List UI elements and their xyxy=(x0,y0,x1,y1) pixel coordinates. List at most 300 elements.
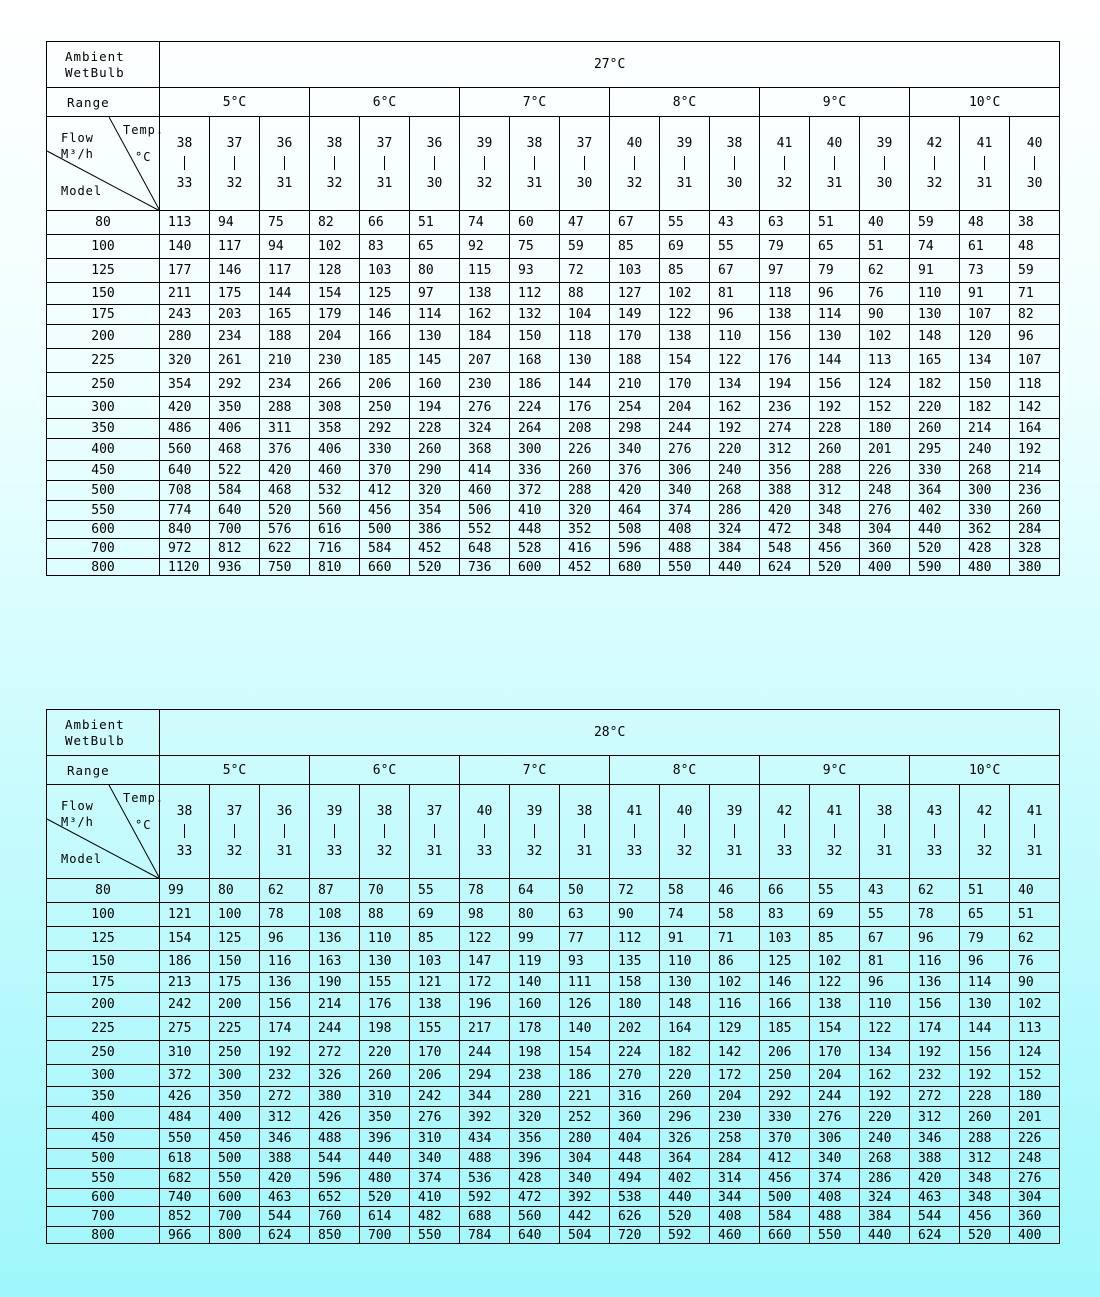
flow-value-cell: 362 xyxy=(960,521,1010,539)
inlet-temp: 38 xyxy=(376,803,393,819)
inlet-temp: 37 xyxy=(426,803,443,819)
flow-value-cell: 520 xyxy=(660,1207,710,1227)
flow-value-cell: 74 xyxy=(460,211,510,235)
flow-value-cell: 700 xyxy=(210,1207,260,1227)
flow-value-cell: 102 xyxy=(810,951,860,973)
flow-value-cell: 456 xyxy=(810,539,860,559)
flow-value-cell: 204 xyxy=(810,1065,860,1087)
flow-value-cell: 140 xyxy=(560,1017,610,1041)
flow-value-cell: 494 xyxy=(610,1169,660,1189)
flow-value-cell: 452 xyxy=(410,539,460,559)
flow-value-cell: 88 xyxy=(560,283,610,305)
flow-value-cell: 560 xyxy=(510,1207,560,1227)
flow-value-cell: 217 xyxy=(460,1017,510,1041)
flow-value-cell: 244 xyxy=(660,419,710,439)
flow-value-cell: 126 xyxy=(560,993,610,1017)
flow-value-cell: 210 xyxy=(610,373,660,397)
flow-value-cell: 560 xyxy=(310,501,360,521)
flow-value-cell: 396 xyxy=(360,1129,410,1149)
flow-value-cell: 314 xyxy=(710,1169,760,1189)
flow-value-cell: 206 xyxy=(410,1065,460,1087)
flow-value-cell: 43 xyxy=(860,879,910,903)
ambient-wetbulb-label xyxy=(47,42,160,88)
flow-value-cell: 358 xyxy=(310,419,360,439)
ambient-wetbulb-row xyxy=(47,42,1060,88)
flow-value-cell: 146 xyxy=(210,259,260,283)
flow-value-cell: 376 xyxy=(260,439,310,461)
flow-value-cell: 486 xyxy=(160,419,210,439)
flow-value-cell: 62 xyxy=(910,879,960,903)
flow-value-cell: 550 xyxy=(410,1227,460,1244)
flow-value-cell: 584 xyxy=(760,1207,810,1227)
temp-separator xyxy=(510,154,559,174)
table-row xyxy=(47,373,1060,397)
flow-value-cell: 374 xyxy=(810,1169,860,1189)
flow-value-cell: 456 xyxy=(760,1169,810,1189)
flow-value-cell: 614 xyxy=(360,1207,410,1227)
flow-value-cell: 198 xyxy=(360,1017,410,1041)
flow-value-cell: 51 xyxy=(860,235,910,259)
flow-value-cell: 180 xyxy=(610,993,660,1017)
flow-value-cell: 165 xyxy=(260,305,310,325)
flow-value-cell: 228 xyxy=(810,419,860,439)
flow-value-cell: 370 xyxy=(760,1129,810,1149)
flow-value-cell: 740 xyxy=(160,1189,210,1207)
flow-value-cell: 412 xyxy=(360,481,410,501)
flow-value-cell: 71 xyxy=(1010,283,1060,305)
inlet-temp: 37 xyxy=(576,135,593,151)
flow-value-cell: 164 xyxy=(1010,419,1060,439)
flow-value-cell: 65 xyxy=(410,235,460,259)
flow-value-cell: 138 xyxy=(660,325,710,349)
temp-separator xyxy=(760,822,809,842)
flow-value-cell: 138 xyxy=(410,993,460,1017)
flow-value-cell: 154 xyxy=(560,1041,610,1065)
flow-value-cell: 51 xyxy=(960,879,1010,903)
flow-value-cell: 214 xyxy=(960,419,1010,439)
flow-value-cell: 840 xyxy=(160,521,210,539)
flow-value-cell: 74 xyxy=(910,235,960,259)
flow-value-cell: 85 xyxy=(410,927,460,951)
flow-value-cell: 220 xyxy=(710,439,760,461)
flow-value-cell: 800 xyxy=(210,1227,260,1244)
flow-value-cell: 380 xyxy=(310,1087,360,1107)
flow-value-cell: 78 xyxy=(260,903,310,927)
range-row xyxy=(47,88,1060,117)
outlet-temp: 32 xyxy=(526,843,543,859)
flow-value-cell: 204 xyxy=(310,325,360,349)
flow-value-cell: 270 xyxy=(610,1065,660,1087)
flow-value-cell: 121 xyxy=(410,973,460,993)
flow-value-cell: 528 xyxy=(510,539,560,559)
flow-value-cell: 46 xyxy=(710,879,760,903)
flow-value-cell: 168 xyxy=(510,349,560,373)
temp-unit: °C xyxy=(135,150,152,164)
flow-value-cell: 112 xyxy=(510,283,560,305)
range-value: 8°C xyxy=(610,756,760,785)
table-row xyxy=(47,325,1060,349)
flow-value-cell: 463 xyxy=(910,1189,960,1207)
flow-value-cell: 55 xyxy=(810,879,860,903)
flow-value-cell: 346 xyxy=(260,1129,310,1149)
outlet-temp: 33 xyxy=(926,843,943,859)
flow-value-cell: 67 xyxy=(860,927,910,951)
flow-value-cell: 134 xyxy=(960,349,1010,373)
flow-value-cell: 236 xyxy=(760,397,810,419)
flow-value-cell: 480 xyxy=(960,559,1010,576)
flow-value-cell: 146 xyxy=(760,973,810,993)
flow-value-cell: 348 xyxy=(810,521,860,539)
model-cell: 125 xyxy=(47,259,160,283)
temp-pair-cell xyxy=(1010,117,1060,211)
model-cell: 500 xyxy=(47,1149,160,1169)
flow-value-cell: 344 xyxy=(710,1189,760,1207)
flow-value-cell: 128 xyxy=(310,259,360,283)
flow-value-cell: 276 xyxy=(1010,1169,1060,1189)
flow-value-cell: 201 xyxy=(1010,1107,1060,1129)
inlet-temp: 36 xyxy=(276,135,293,151)
flow-value-cell: 184 xyxy=(460,325,510,349)
flow-value-cell: 170 xyxy=(660,373,710,397)
flow-value-cell: 132 xyxy=(510,305,560,325)
flow-value-cell: 324 xyxy=(710,521,760,539)
inlet-temp: 39 xyxy=(526,803,543,819)
table-row xyxy=(47,211,1060,235)
flow-value-cell: 59 xyxy=(910,211,960,235)
flow-value-cell: 482 xyxy=(410,1207,460,1227)
flow-value-cell: 312 xyxy=(760,439,810,461)
inlet-temp: 41 xyxy=(1026,803,1043,819)
flow-value-cell: 113 xyxy=(160,211,210,235)
table-row xyxy=(47,481,1060,501)
flow-value-cell: 234 xyxy=(260,373,310,397)
flow-value-cell: 226 xyxy=(1010,1129,1060,1149)
flow-value-cell: 464 xyxy=(610,501,660,521)
temp-label: Temp. xyxy=(123,791,165,805)
flow-value-cell: 326 xyxy=(310,1065,360,1087)
flow-value-cell: 190 xyxy=(310,973,360,993)
flow-value-cell: 91 xyxy=(660,927,710,951)
flow-value-cell: 972 xyxy=(160,539,210,559)
model-cell: 450 xyxy=(47,1129,160,1149)
range-row xyxy=(47,756,1060,785)
flow-value-cell: 360 xyxy=(860,539,910,559)
range-value: 10°C xyxy=(910,88,1060,117)
flow-value-cell: 114 xyxy=(960,973,1010,993)
flow-value-cell: 194 xyxy=(410,397,460,419)
temp-separator xyxy=(660,154,709,174)
wetbulb-label: WetBulb xyxy=(65,732,125,748)
flow-value-cell: 224 xyxy=(510,397,560,419)
flow-value-cell: 260 xyxy=(810,439,860,461)
flow-value-cell: 76 xyxy=(1010,951,1060,973)
flow-value-cell: 114 xyxy=(410,305,460,325)
flow-value-cell: 392 xyxy=(460,1107,510,1129)
model-cell: 200 xyxy=(47,993,160,1017)
flow-value-cell: 624 xyxy=(760,559,810,576)
outlet-temp: 33 xyxy=(176,843,193,859)
flow-value-cell: 135 xyxy=(610,951,660,973)
flow-value-cell: 85 xyxy=(610,235,660,259)
flow-value-cell: 268 xyxy=(960,461,1010,481)
flow-value-cell: 234 xyxy=(210,325,260,349)
flow-value-cell: 406 xyxy=(310,439,360,461)
flow-value-cell: 162 xyxy=(460,305,510,325)
flow-value-cell: 700 xyxy=(360,1227,410,1244)
inlet-temp: 36 xyxy=(426,135,443,151)
flow-value-cell: 144 xyxy=(560,373,610,397)
temp-separator xyxy=(610,822,659,842)
inlet-temp: 38 xyxy=(876,803,893,819)
flow-value-cell: 472 xyxy=(510,1189,560,1207)
flow-value-cell: 69 xyxy=(660,235,710,259)
flow-value-cell: 174 xyxy=(260,1017,310,1041)
flow-value-cell: 211 xyxy=(160,283,210,305)
range-value: 6°C xyxy=(310,756,460,785)
flow-value-cell: 254 xyxy=(610,397,660,419)
outlet-temp: 32 xyxy=(826,843,843,859)
flow-value-cell: 460 xyxy=(310,461,360,481)
outlet-temp: 33 xyxy=(326,843,343,859)
model-label: Model xyxy=(61,852,103,866)
flow-value-cell: 201 xyxy=(860,439,910,461)
flow-value-cell: 136 xyxy=(310,927,360,951)
temp-separator xyxy=(260,154,309,174)
flow-value-cell: 130 xyxy=(810,325,860,349)
flow-value-cell: 118 xyxy=(1010,373,1060,397)
flow-value-cell: 154 xyxy=(310,283,360,305)
outlet-temp: 32 xyxy=(626,175,643,191)
model-cell: 100 xyxy=(47,903,160,927)
flow-value-cell: 166 xyxy=(360,325,410,349)
flow-value-cell: 400 xyxy=(210,1107,260,1129)
flow-value-cell: 58 xyxy=(710,903,760,927)
table-row xyxy=(47,1207,1060,1227)
flow-value-cell: 150 xyxy=(960,373,1010,397)
model-cell: 800 xyxy=(47,1227,160,1244)
flow-value-cell: 47 xyxy=(560,211,610,235)
temp-separator xyxy=(910,154,959,174)
range-value: 10°C xyxy=(910,756,1060,785)
temp-pair-cell xyxy=(460,117,510,211)
flow-value-cell: 440 xyxy=(660,1189,710,1207)
flow-value-cell: 220 xyxy=(860,1107,910,1129)
flow-value-cell: 110 xyxy=(860,993,910,1017)
temp-label: Temp. xyxy=(123,123,165,137)
range-value: 9°C xyxy=(760,756,910,785)
flow-value-cell: 544 xyxy=(310,1149,360,1169)
outlet-temp: 30 xyxy=(426,175,443,191)
table-row xyxy=(47,235,1060,259)
flow-value-cell: 116 xyxy=(260,951,310,973)
flow-value-cell: 442 xyxy=(560,1207,610,1227)
range-value: 7°C xyxy=(460,88,610,117)
flow-value-cell: 258 xyxy=(710,1129,760,1149)
flow-value-cell: 81 xyxy=(860,951,910,973)
flow-value-cell: 238 xyxy=(510,1065,560,1087)
flow-value-cell: 103 xyxy=(760,927,810,951)
flow-value-cell: 194 xyxy=(760,373,810,397)
inlet-temp: 37 xyxy=(226,803,243,819)
flow-value-cell: 504 xyxy=(560,1227,610,1244)
flow-value-cell: 192 xyxy=(960,1065,1010,1087)
flow-value-cell: 86 xyxy=(710,951,760,973)
flow-value-cell: 488 xyxy=(310,1129,360,1149)
flow-value-cell: 340 xyxy=(660,481,710,501)
flow-value-cell: 320 xyxy=(560,501,610,521)
flow-value-cell: 154 xyxy=(160,927,210,951)
flow-value-cell: 230 xyxy=(710,1107,760,1129)
flow-value-cell: 750 xyxy=(260,559,310,576)
flow-value-cell: 360 xyxy=(1010,1207,1060,1227)
flow-value-cell: 99 xyxy=(510,927,560,951)
flow-value-cell: 178 xyxy=(510,1017,560,1041)
flow-value-cell: 550 xyxy=(660,559,710,576)
flow-value-cell: 134 xyxy=(710,373,760,397)
flow-value-cell: 102 xyxy=(660,283,710,305)
flow-value-cell: 214 xyxy=(310,993,360,1017)
flow-value-cell: 320 xyxy=(410,481,460,501)
flow-value-cell: 538 xyxy=(610,1189,660,1207)
temp-separator xyxy=(1010,822,1059,842)
outlet-temp: 30 xyxy=(726,175,743,191)
flow-value-cell: 40 xyxy=(860,211,910,235)
flow-value-cell: 622 xyxy=(260,539,310,559)
flow-value-cell: 388 xyxy=(760,481,810,501)
flow-value-cell: 107 xyxy=(1010,349,1060,373)
model-cell: 600 xyxy=(47,1189,160,1207)
flow-value-cell: 85 xyxy=(660,259,710,283)
flow-value-cell: 648 xyxy=(460,539,510,559)
outlet-temp: 32 xyxy=(376,843,393,859)
flow-value-cell: 206 xyxy=(760,1041,810,1065)
flow-value-cell: 230 xyxy=(310,349,360,373)
table-row xyxy=(47,501,1060,521)
flow-value-cell: 688 xyxy=(460,1207,510,1227)
table-row xyxy=(47,539,1060,559)
flow-value-cell: 77 xyxy=(560,927,610,951)
flow-value-cell: 374 xyxy=(410,1169,460,1189)
flow-value-cell: 93 xyxy=(510,259,560,283)
outlet-temp: 33 xyxy=(176,175,193,191)
temp-pair-cell xyxy=(660,117,710,211)
flow-value-cell: 376 xyxy=(610,461,660,481)
flow-value-cell: 140 xyxy=(510,973,560,993)
temp-separator xyxy=(910,822,959,842)
inlet-temp: 38 xyxy=(526,135,543,151)
flow-value-cell: 59 xyxy=(1010,259,1060,283)
flow-value-cell: 330 xyxy=(760,1107,810,1129)
flow-value-cell: 626 xyxy=(610,1207,660,1227)
flow-value-cell: 304 xyxy=(560,1149,610,1169)
flow-value-cell: 150 xyxy=(510,325,560,349)
flow-value-cell: 163 xyxy=(310,951,360,973)
temp-pair-cell xyxy=(810,785,860,879)
flow-value-cell: 592 xyxy=(460,1189,510,1207)
table-row xyxy=(47,903,1060,927)
flow-value-cell: 288 xyxy=(960,1129,1010,1149)
temp-separator xyxy=(660,822,709,842)
flow-value-cell: 354 xyxy=(160,373,210,397)
flow-value-cell: 452 xyxy=(560,559,610,576)
flow-value-cell: 420 xyxy=(260,1169,310,1189)
flow-value-cell: 420 xyxy=(260,461,310,481)
flow-value-cell: 508 xyxy=(610,521,660,539)
range-value: 5°C xyxy=(160,756,310,785)
flow-value-cell: 372 xyxy=(160,1065,210,1087)
flow-value-cell: 85 xyxy=(810,927,860,951)
temp-separator xyxy=(560,822,609,842)
flow-label: Flow xyxy=(61,799,94,813)
flow-value-cell: 852 xyxy=(160,1207,210,1227)
flow-value-cell: 96 xyxy=(960,951,1010,973)
model-cell: 80 xyxy=(47,879,160,903)
model-cell: 100 xyxy=(47,235,160,259)
table-row xyxy=(47,305,1060,325)
flow-value-cell: 340 xyxy=(810,1149,860,1169)
flow-value-cell: 468 xyxy=(260,481,310,501)
flow-value-cell: 352 xyxy=(560,521,610,539)
inlet-temp: 40 xyxy=(476,803,493,819)
flow-value-cell: 384 xyxy=(710,539,760,559)
flow-value-cell: 71 xyxy=(710,927,760,951)
temp-pair-cell xyxy=(960,785,1010,879)
inlet-temp: 37 xyxy=(226,135,243,151)
table-row xyxy=(47,1189,1060,1207)
flow-value-cell: 624 xyxy=(910,1227,960,1244)
flow-value-cell: 596 xyxy=(310,1169,360,1189)
flow-value-cell: 248 xyxy=(1010,1149,1060,1169)
flow-value-cell: 51 xyxy=(1010,903,1060,927)
flow-value-cell: 115 xyxy=(460,259,510,283)
flow-value-cell: 110 xyxy=(360,927,410,951)
temp-unit: °C xyxy=(135,818,152,832)
flow-value-cell: 186 xyxy=(510,373,560,397)
flow-value-cell: 326 xyxy=(660,1129,710,1149)
model-label: Model xyxy=(61,184,103,198)
flow-value-cell: 127 xyxy=(610,283,660,305)
flow-value-cell: 550 xyxy=(810,1227,860,1244)
flow-value-cell: 336 xyxy=(510,461,560,481)
flow-value-cell: 172 xyxy=(710,1065,760,1087)
flow-value-cell: 308 xyxy=(310,397,360,419)
flow-value-cell: 356 xyxy=(760,461,810,481)
flow-value-cell: 94 xyxy=(260,235,310,259)
flow-value-cell: 520 xyxy=(260,501,310,521)
flow-value-cell: 174 xyxy=(910,1017,960,1041)
temp-pair-cell xyxy=(660,785,710,879)
flow-value-cell: 103 xyxy=(610,259,660,283)
flow-value-cell: 120 xyxy=(960,325,1010,349)
flow-value-cell: 330 xyxy=(910,461,960,481)
flow-value-cell: 122 xyxy=(660,305,710,325)
temp-pair-cell xyxy=(710,117,760,211)
outlet-temp: 31 xyxy=(676,175,693,191)
flow-value-cell: 550 xyxy=(210,1169,260,1189)
flow-value-cell: 328 xyxy=(1010,539,1060,559)
flow-value-cell: 348 xyxy=(960,1169,1010,1189)
flow-value-cell: 408 xyxy=(810,1189,860,1207)
flow-value-cell: 520 xyxy=(910,539,960,559)
flow-value-cell: 79 xyxy=(760,235,810,259)
flow-value-cell: 440 xyxy=(360,1149,410,1169)
flow-value-cell: 250 xyxy=(360,397,410,419)
flow-value-cell: 65 xyxy=(810,235,860,259)
flow-value-cell: 292 xyxy=(210,373,260,397)
flow-value-cell: 652 xyxy=(310,1189,360,1207)
flow-value-cell: 166 xyxy=(760,993,810,1017)
flow-value-cell: 368 xyxy=(460,439,510,461)
